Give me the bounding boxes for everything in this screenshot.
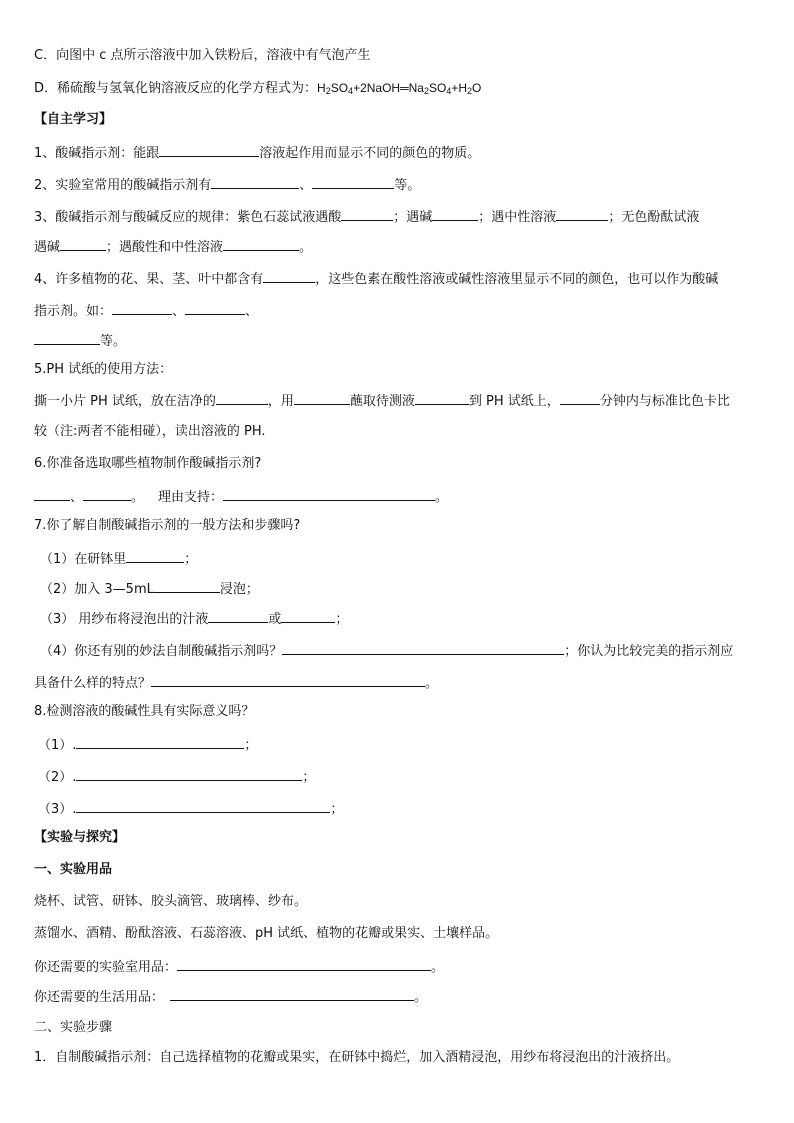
blank[interactable]: [223, 488, 435, 501]
option-c: [34, 48, 371, 64]
question-5-cont: 较（注:两者不能相碰），读出溶液的 PH.: [34, 424, 266, 439]
blank[interactable]: [112, 302, 172, 315]
blank[interactable]: [185, 302, 245, 315]
blank[interactable]: [263, 270, 315, 283]
question-7-title: 7.你了解自制酸碱指示剂的一般方法和步骤吗?: [34, 518, 301, 533]
section-1-title: 一、实验用品: [34, 862, 113, 877]
blank[interactable]: [208, 610, 268, 623]
blank[interactable]: [151, 674, 425, 687]
chemical-equation: $H_2SO_4+2NaOH═Na_2SO_4+H_2O$: [317, 81, 482, 96]
question-8-title: 8.检测溶液的酸碱性具有实际意义吗？: [34, 704, 255, 719]
blank[interactable]: [432, 208, 478, 221]
question-6: 、 。 理由支持： 。: [34, 488, 448, 506]
blank[interactable]: [312, 176, 394, 189]
blank[interactable]: [211, 176, 299, 189]
step-4: （4）你还有别的妙法自制酸碱指示剂吗？ ；你认为比较完美的指示剂应: [40, 644, 734, 659]
blank[interactable]: [34, 488, 70, 501]
blank[interactable]: [60, 238, 106, 251]
blank[interactable]: [341, 208, 393, 221]
question-2: 2、实验室常用的酸碱指示剂有 、 等。: [34, 178, 421, 193]
step-3: （3） 用纱布将浸泡出的汁液 或 ；: [40, 612, 349, 627]
blank[interactable]: [294, 392, 350, 405]
blank[interactable]: [223, 238, 299, 251]
step-1-instruction: 1．自制酸碱指示剂：自己选择植物的花瓣或果实，在研钵中捣烂，加入酒精浸泡，用纱布将浸泡出的汁液挤出。: [34, 1050, 680, 1065]
q8-item-3: （3）. ；: [38, 802, 344, 817]
items-line-1: 烧杯、试管、研钵、胶头滴管、玻璃棒、纱布。: [34, 894, 308, 909]
blank[interactable]: [177, 958, 431, 971]
blank[interactable]: [34, 332, 100, 345]
option-d-text: D．稀硫酸与氢氧化钠溶液反应的化学方程式为：: [34, 81, 318, 96]
question-4: 4、许多植物的花、果、茎、叶中都含有 ，这些色素在酸性溶液或碱性溶液里显示不同的颜色，也可以作为酸碱: [34, 272, 719, 287]
blank[interactable]: [170, 988, 414, 1001]
step-1: （1）在研钵里 ；: [40, 552, 198, 567]
blank[interactable]: [282, 642, 564, 655]
q8-item-1: （1）. ；: [38, 738, 258, 753]
option-d: [34, 80, 481, 99]
question-5: 撕一小片 PH 试纸，放在洁净的 ，用 蘸取待测液 到 PH 试纸上， 分钟内与标准比色卡比: [34, 394, 730, 409]
lab-supplies: 你还需要的实验室用品： 。: [34, 960, 445, 975]
step-2: （2）加入 3—5mL 浸泡；: [40, 582, 259, 597]
blank[interactable]: [159, 144, 259, 157]
question-3: 3、酸碱指示剂与酸碱反应的规律：紫色石蕊试液遇酸 ；遇碱 ；遇中性溶液 ；无色酚酞试液: [34, 210, 700, 225]
question-4-cont: 指示剂。如： 、 、: [34, 304, 259, 319]
blank[interactable]: [556, 208, 608, 221]
blank[interactable]: [126, 550, 184, 563]
explore-heading: 【实验与探究】: [34, 830, 126, 845]
step-4-cont: 具备什么样的特点？ 。: [34, 676, 439, 691]
items-line-2: 蒸馏水、酒精、酚酞溶液、石蕊溶液、pH 试纸、植物的花瓣或果实、土壤样品。: [34, 926, 499, 941]
life-supplies: 你还需要的生活用品： 。: [34, 990, 428, 1005]
blank[interactable]: [76, 736, 244, 749]
question-6-title: 6.你准备选取哪些植物制作酸碱指示剂?: [34, 456, 262, 471]
blank[interactable]: [415, 392, 469, 405]
q8-item-2: （2）. ；: [38, 770, 316, 785]
blank[interactable]: [154, 580, 220, 593]
self-study-heading: 【自主学习】: [34, 112, 113, 127]
blank[interactable]: [281, 610, 335, 623]
question-3-cont: 遇碱 ；遇酸性和中性溶液 。: [34, 240, 313, 255]
option-c-text: C．向图中 c 点所示溶液中加入铁粉后，溶液中有气泡产生: [34, 48, 371, 63]
blank[interactable]: [83, 488, 131, 501]
question-4-end: 等。: [34, 332, 126, 350]
blank[interactable]: [216, 392, 268, 405]
blank[interactable]: [560, 392, 600, 405]
blank[interactable]: [76, 800, 330, 813]
question-5-title: 5.PH 试纸的使用方法：: [34, 362, 173, 377]
section-2-title: 二、实验步骤: [34, 1020, 113, 1035]
blank[interactable]: [76, 768, 302, 781]
question-1: 1、酸碱指示剂：能跟 溶液起作用而显示不同的颜色的物质。: [34, 146, 481, 161]
